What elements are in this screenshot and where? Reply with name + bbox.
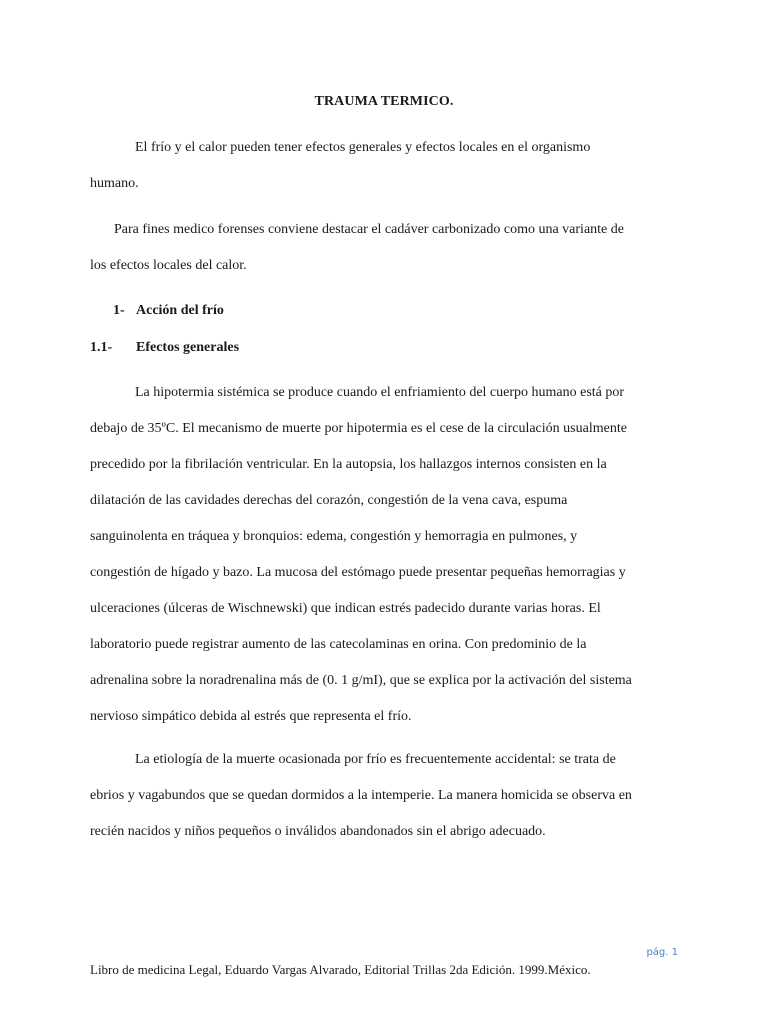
intro-line-2: humano. <box>90 176 139 191</box>
etiology-line: La etiología de la muerte ocasionada por frío es frecuentemente accidental: se trata de <box>135 752 616 767</box>
intro-line-1: El frío y el calor pueden tener efectos generales y efectos locales en el organismo <box>135 140 591 155</box>
hypothermia-line: ulceraciones (úlceras de Wischnewski) que indican estrés padecido durante varias horas. El <box>90 601 601 616</box>
hypothermia-line: dilatación de las cavidades derechas del corazón, congestión de la vena cava, espuma <box>90 493 568 508</box>
hypothermia-line: adrenalina sobre la noradrenalina más de (0. 1 g/mI), que se explica por la activación del sistema <box>90 673 632 688</box>
hypothermia-line: sanguinolenta en tráquea y bronquios: edema, congestión y hemorragia en pulmones, y <box>90 529 578 544</box>
section-1-title: Acción del frío <box>136 303 224 318</box>
forensic-line-2: los efectos locales del calor. <box>90 258 247 273</box>
hypothermia-line: congestión de hígado y bazo. La mucosa del estómago puede presentar pequeñas hemorragias y <box>90 565 626 580</box>
intro-paragraph <box>90 130 680 202</box>
hypothermia-paragraph <box>90 375 680 735</box>
hypothermia-line: debajo de 35ºC. El mecanismo de muerte por hipotermia es el cese de la circulación usualmente <box>90 421 627 436</box>
hypothermia-line: nervioso simpático debida al estrés que representa el frío. <box>90 709 412 724</box>
document-title: TRAUMA TERMICO. <box>314 94 454 109</box>
section-1-1-number: 1.1- <box>90 340 113 355</box>
hypothermia-line: La hipotermia sistémica se produce cuando el enfriamiento del cuerpo humano está por <box>135 385 625 400</box>
etiology-line: recién nacidos y niños pequeños o inválidos abandonados sin el abrigo adecuado. <box>90 824 546 839</box>
hypothermia-line: laboratorio puede registrar aumento de las catecolaminas en orina. Con predominio de la <box>90 637 587 652</box>
section-1-1-title: Efectos generales <box>136 340 240 355</box>
forensic-paragraph <box>90 212 680 284</box>
etiology-line: ebrios y vagabundos que se quedan dormidos a la intemperie. La manera homicida se observa en <box>90 788 632 803</box>
footer-citation: Libro de medicina Legal, Eduardo Vargas Alvarado, Editorial Trillas 2da Edición. 1999.México. <box>90 962 591 977</box>
section-1-number: 1- <box>113 303 125 318</box>
forensic-line-1: Para fines medico forenses conviene destacar el cadáver carbonizado como una variante de <box>114 222 624 237</box>
etiology-paragraph <box>90 742 680 850</box>
hypothermia-line: precedido por la fibrilación ventricular. En la autopsia, los hallazgos internos consisten en la <box>90 457 607 472</box>
page-number: pág. 1 <box>646 947 678 958</box>
